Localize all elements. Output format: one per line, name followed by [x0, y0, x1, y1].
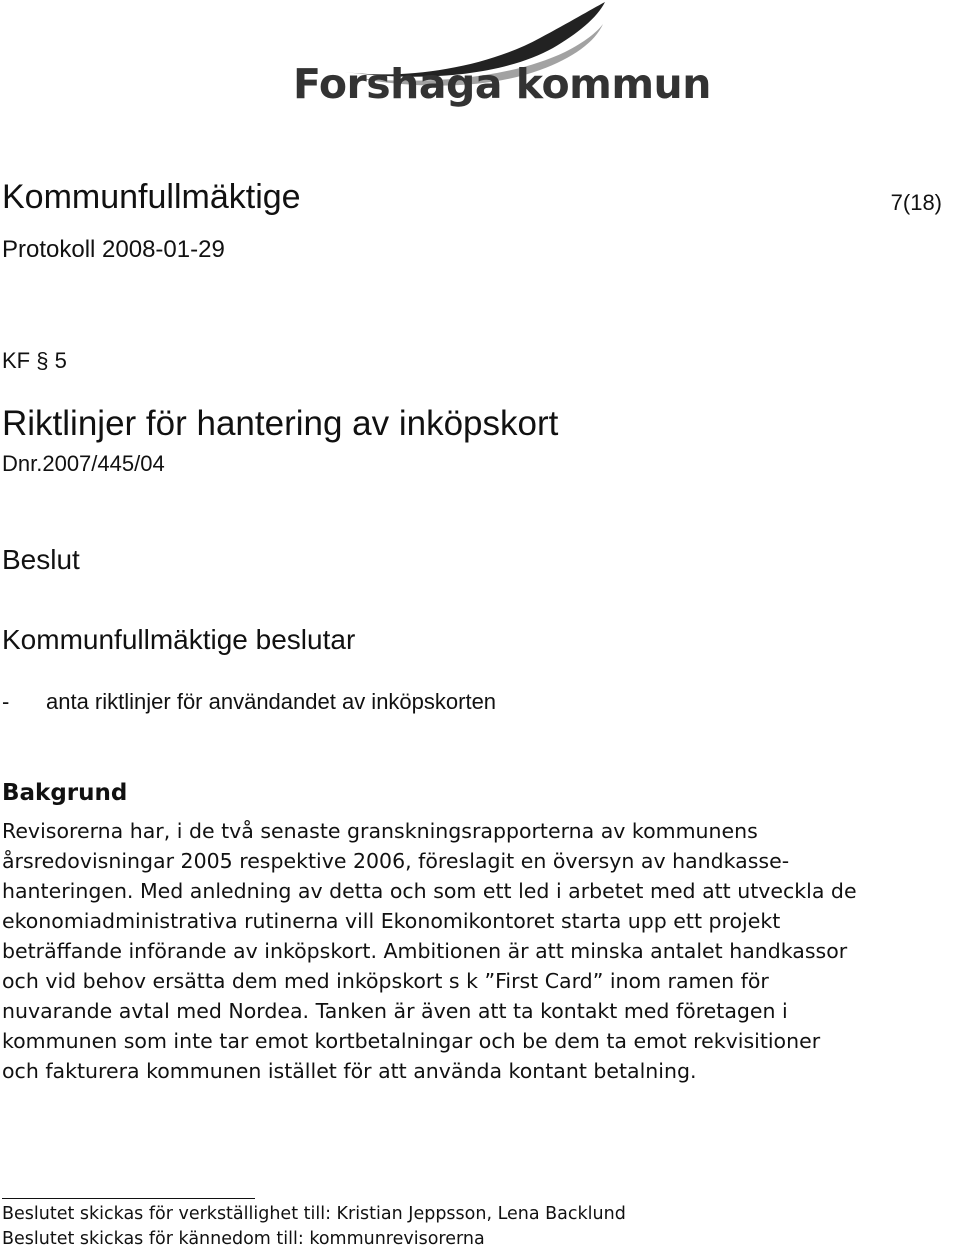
paragraph-line: nuvarande avtal med Nordea. Tanken är även att ta kontakt med företagen i	[2, 999, 788, 1023]
distribution-information: Beslutet skickas för kännedom till: kommunrevisorerna	[2, 1229, 485, 1249]
bullet-text: anta riktlinjer för användandet av inköpskorten	[46, 689, 497, 714]
protocol-date: Protokoll 2008-01-29	[2, 236, 225, 263]
paragraph-line: hanteringen. Med anledning av detta och som ett led i arbetet med att utveckla de	[2, 879, 857, 903]
paragraph-line: och fakturera kommunen istället för att använda kontant betalning.	[2, 1059, 697, 1083]
decision-bullet	[2, 689, 496, 715]
distribution-execution: Beslutet skickas för verkställighet till: Kristian Jeppsson, Lena Backlund	[2, 1204, 626, 1224]
paragraph-line: årsredovisningar 2005 respektive 2006, föreslagit en översyn av handkasse-	[2, 849, 790, 873]
section-heading: Riktlinjer för hantering av inköpskort	[2, 404, 559, 443]
background-heading: Bakgrund	[2, 780, 128, 806]
paragraph-line: kommunen som inte tar emot kortbetalningar och be dem ta emot rekvisitioner	[2, 1029, 821, 1053]
paragraph-line: Revisorerna har, i de två senaste granskningsrapporterna av kommunens	[2, 819, 758, 843]
paragraph-line: och vid behov ersätta dem med inköpskort s k ”First Card” inom ramen för	[2, 969, 769, 993]
bullet-marker: -	[2, 689, 10, 714]
logo-text: Forshaga kommun	[293, 60, 711, 108]
paragraph-reference: KF § 5	[2, 348, 67, 373]
decision-subheading: Kommunfullmäktige beslutar	[2, 624, 356, 655]
document-title: Kommunfullmäktige	[2, 178, 301, 216]
decision-heading: Beslut	[2, 544, 80, 575]
footer-divider	[2, 1198, 255, 1199]
paragraph-line: ekonomiadministrativa rutinerna vill Ekonomikontoret starta upp ett projekt	[2, 909, 781, 933]
registration-number: Dnr.2007/445/04	[2, 451, 165, 476]
background-paragraph	[2, 816, 958, 1086]
page-number: 7(18)	[890, 190, 942, 215]
logo	[285, 0, 711, 118]
paragraph-line: beträffande införande av inköpskort. Ambitionen är att minska antalet handkassor	[2, 939, 848, 963]
